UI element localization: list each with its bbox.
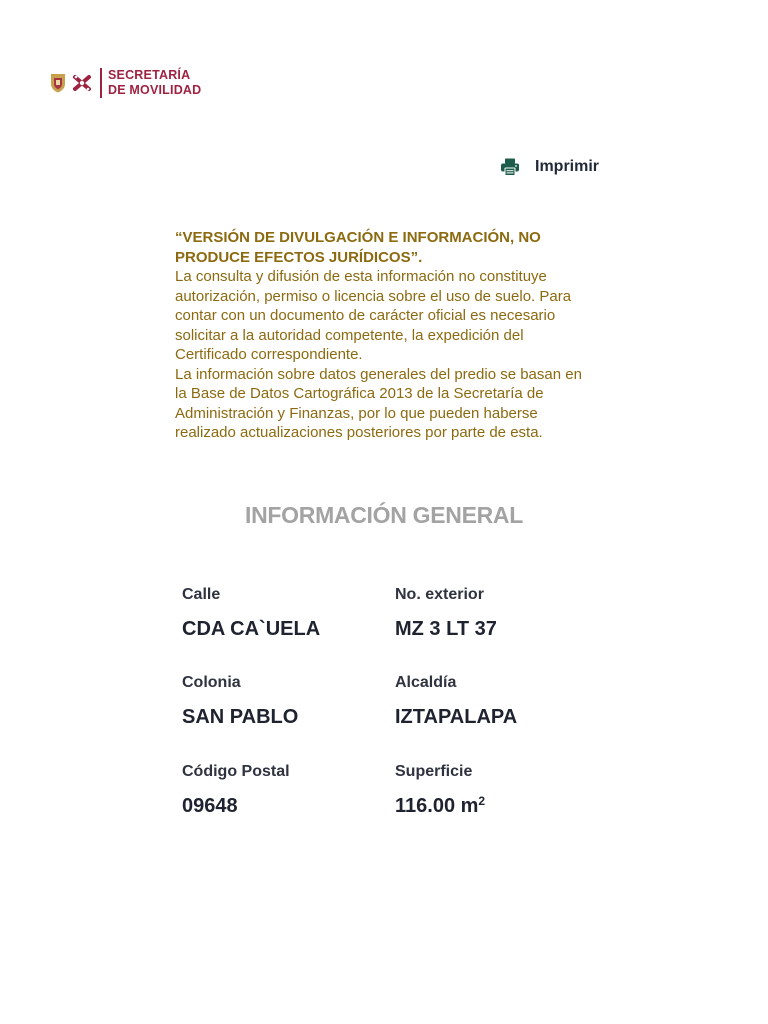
field-label: Superficie bbox=[395, 763, 473, 780]
print-button-label: Imprimir bbox=[535, 158, 600, 175]
field-superficie bbox=[395, 763, 605, 818]
section-title: INFORMACIÓN GENERAL bbox=[245, 502, 523, 528]
field-value: MZ 3 LT 37 bbox=[395, 618, 497, 640]
field-no-exterior bbox=[395, 586, 605, 641]
unit-exponent: 2 bbox=[478, 794, 486, 808]
disclaimer bbox=[175, 228, 595, 443]
field-value: 09648 bbox=[182, 795, 238, 817]
printer-icon bbox=[500, 157, 520, 177]
shield-icon bbox=[50, 73, 66, 93]
field-colonia bbox=[182, 674, 392, 729]
field-calle bbox=[182, 586, 392, 641]
field-value bbox=[395, 795, 605, 818]
field-label: Alcaldía bbox=[395, 674, 457, 691]
field-label: Calle bbox=[182, 586, 221, 603]
field-label: Código Postal bbox=[182, 763, 290, 780]
field-codigo-postal bbox=[182, 763, 392, 818]
org-name-line2: DE MOVILIDAD bbox=[108, 83, 202, 97]
organization-name bbox=[108, 68, 201, 98]
print-button[interactable] bbox=[500, 155, 599, 179]
disclaimer-paragraph-2: La información sobre datos generales del predio se basan en la Base de Datos Cartográfica 2013 de la Secretaría de Administración y Finanzas, por lo que pueden haberse realizado actualizaciones posteriores por parte de esta. bbox=[175, 365, 582, 441]
header-logo[interactable] bbox=[50, 66, 201, 100]
disclaimer-paragraph-1: La consulta y difusión de esta información no constituye autorización, permiso o licencia sobre el uso de suelo. Para contar con un documento de carácter oficial es necesario solicitar a la autoridad competente, la expedición del Certificado correspondiente. bbox=[175, 268, 572, 363]
field-value: CDA CA`UELA bbox=[182, 618, 321, 640]
disclaimer-headline: “VERSIÓN DE DIVULGACIÓN E INFORMACIÓN, NO PRODUCE EFECTOS JURÍDICOS”. bbox=[175, 229, 541, 266]
field-label: Colonia bbox=[182, 674, 241, 691]
field-label: No. exterior bbox=[395, 586, 484, 603]
field-alcaldia bbox=[395, 674, 605, 729]
org-name-line1: SECRETARÍA bbox=[108, 68, 191, 82]
logo-divider bbox=[100, 68, 102, 98]
field-value: SAN PABLO bbox=[182, 706, 299, 728]
superficie-value: 116.00 m bbox=[395, 795, 479, 817]
cdmx-logo-icon bbox=[72, 73, 92, 93]
field-value: IZTAPALAPA bbox=[395, 706, 518, 728]
